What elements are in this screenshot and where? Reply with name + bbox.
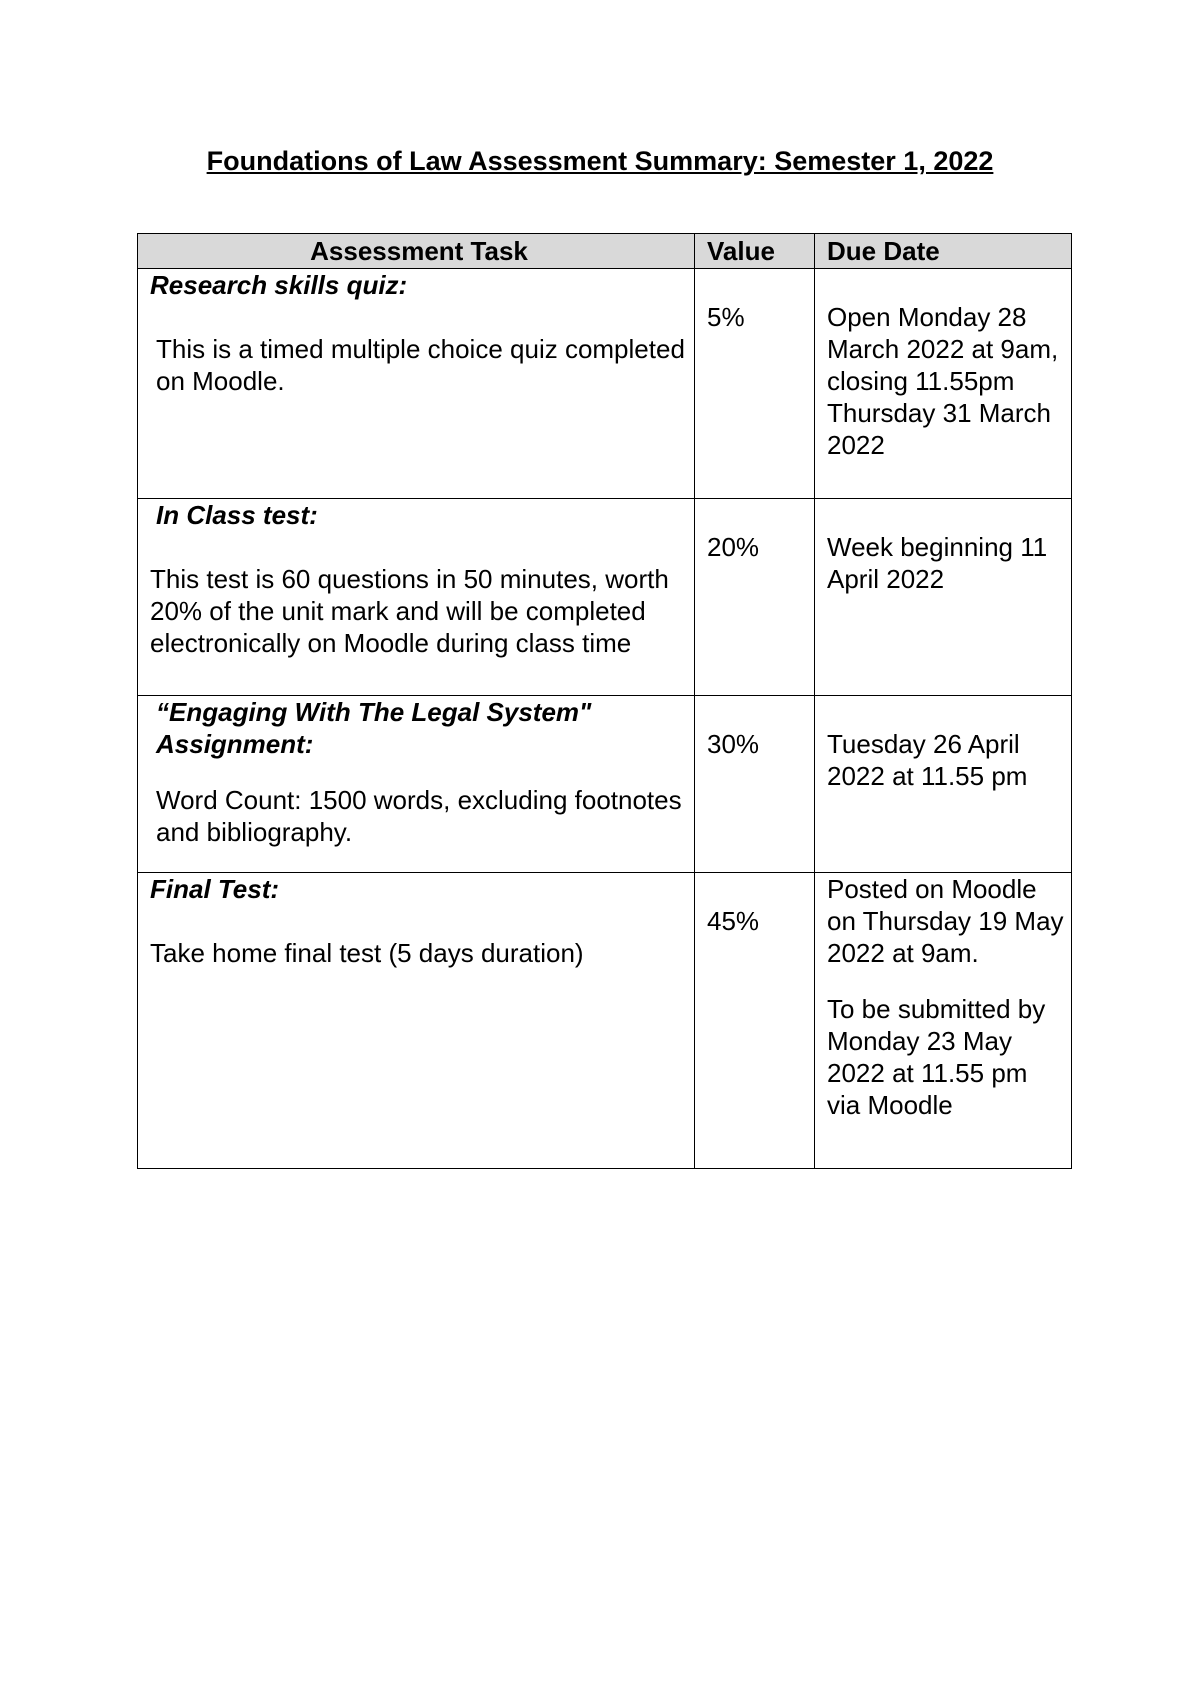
- task-heading: In Class test:: [156, 500, 318, 530]
- table-row: [138, 696, 1072, 873]
- due-cell: [815, 696, 1072, 873]
- task-value: 30%: [707, 729, 760, 759]
- value-cell: [695, 499, 815, 696]
- value-cell: [695, 873, 815, 1169]
- page-title: Foundations of Law Assessment Summary: Semester 1, 2022: [206, 146, 994, 176]
- task-heading-line2: Assignment:: [156, 729, 314, 759]
- task-description: Word Count: 1500 words, excluding footnotes and bibliography.: [156, 785, 682, 847]
- task-due-date: Open Monday 28 March 2022 at 9am, closing 11.55pm Thursday 31 March 2022: [827, 302, 1059, 460]
- task-heading-line1: “Engaging With The Legal System": [156, 697, 592, 727]
- table-row: [138, 873, 1072, 1169]
- task-value: 5%: [707, 302, 745, 332]
- task-description: This test is 60 questions in 50 minutes, worth 20% of the unit mark and will be completed electronically on Moodle during class time: [150, 564, 669, 658]
- task-value: 20%: [707, 532, 760, 562]
- header-assessment-task: Assessment Task: [138, 234, 695, 269]
- task-cell: [138, 269, 695, 499]
- assessment-table: [137, 233, 1072, 1169]
- value-cell: [695, 269, 815, 499]
- task-due-posted: Posted on Moodle on Thursday 19 May 2022 at 9am.: [827, 874, 1064, 968]
- due-cell: [815, 499, 1072, 696]
- task-cell: [138, 499, 695, 696]
- task-due-date: Week beginning 11 April 2022: [827, 532, 1048, 594]
- task-value: 45%: [707, 906, 760, 936]
- table-header-row: [138, 234, 1072, 269]
- header-due-date: Due Date: [815, 234, 1072, 269]
- header-value: Value: [695, 234, 815, 269]
- task-heading: Research skills quiz:: [150, 270, 408, 300]
- due-cell: [815, 873, 1072, 1169]
- value-cell: [695, 696, 815, 873]
- task-description: This is a timed multiple choice quiz completed on Moodle.: [156, 334, 685, 396]
- task-due-submitted: To be submitted by Monday 23 May 2022 at 11.55 pm via Moodle: [827, 994, 1046, 1120]
- table-row: [138, 269, 1072, 499]
- task-due-date: Tuesday 26 April 2022 at 11.55 pm: [827, 729, 1028, 791]
- task-cell: [138, 696, 695, 873]
- table-row: [138, 499, 1072, 696]
- task-heading: Final Test:: [150, 874, 280, 904]
- task-cell: [138, 873, 695, 1169]
- task-description: Take home final test (5 days duration): [150, 938, 584, 968]
- due-cell: [815, 269, 1072, 499]
